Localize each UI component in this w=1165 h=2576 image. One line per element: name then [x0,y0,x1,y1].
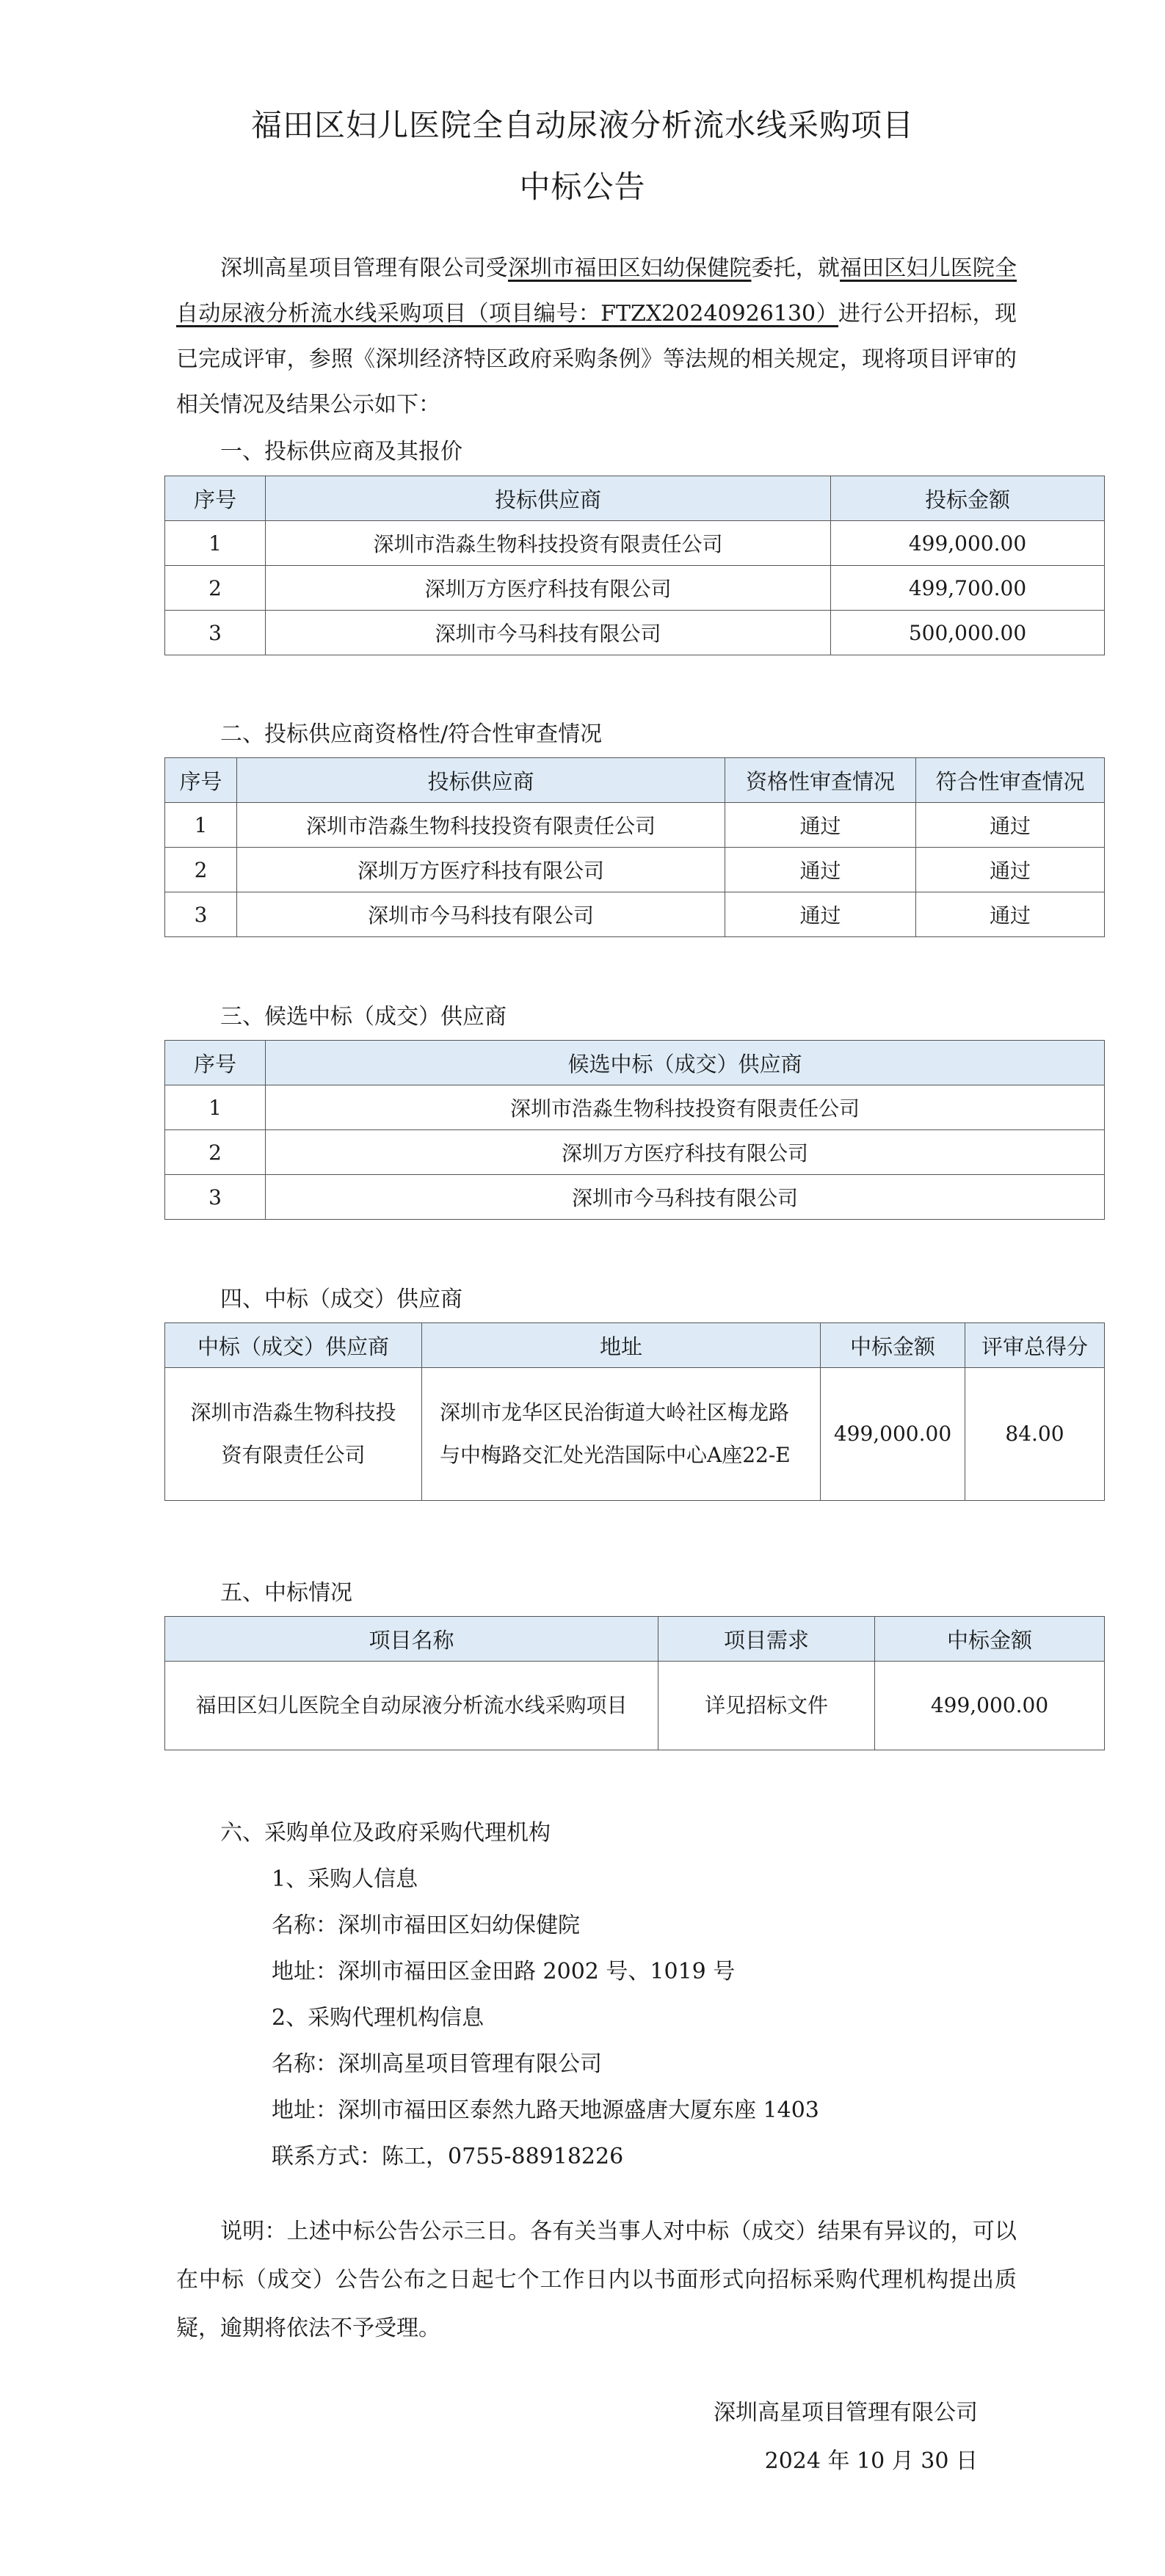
table-cell: 3 [165,611,266,655]
table-cell: 深圳万方医疗科技有限公司 [237,848,725,892]
header-cell: 项目需求 [658,1617,875,1662]
section2-heading: 二、投标供应商资格性/符合性审查情况 [220,721,603,747]
table-cell: 499,000.00 [821,1368,965,1501]
table-cell: 3 [165,892,237,937]
table-header-row [165,1323,1105,1368]
table-cell: 84.00 [965,1368,1105,1501]
table-cell: 500,000.00 [831,611,1105,655]
table-cell: 499,000.00 [875,1662,1105,1750]
table-cell: 2 [165,1130,266,1175]
header-cell: 投标金额 [831,476,1105,521]
note-text: 说明：上述中标公告公示三日。各有关当事人对中标（成交）结果有异议的，可以在中标（成交）公告公布之日起七个工作日内以书面形式向招标采购代理机构提出质疑，逾期将依法不予受理。 [176,2219,1017,2341]
section1-heading: 一、投标供应商及其报价 [220,439,462,465]
table-cell: 通过 [916,892,1105,937]
header-cell: 项目名称 [165,1617,658,1662]
header-cell: 符合性审查情况 [916,758,1105,803]
table-row [165,1368,1105,1501]
table-row [165,1662,1105,1750]
agency-name: 名称：深圳高星项目管理有限公司 [272,2051,602,2077]
table-cell: 深圳市浩淼生物科技投资有限责任公司 [266,521,831,566]
header-cell: 评审总得分 [965,1323,1105,1368]
intro-paragraph [176,246,1017,428]
header-cell: 序号 [165,1041,266,1085]
table-row [165,803,1105,848]
table-cell: 2 [165,566,266,611]
table-cell: 深圳市今马科技有限公司 [266,611,831,655]
table-cell: 通过 [725,892,916,937]
table-row [165,611,1105,655]
table-cell: 深圳万方医疗科技有限公司 [266,1130,1105,1175]
agency-title: 2、采购代理机构信息 [272,2005,484,2031]
agency-address: 地址：深圳市福田区泰然九路天地源盛唐大厦东座 1403 [272,2097,819,2123]
table-cell: 499,000.00 [831,521,1105,566]
candidates-table [164,1040,1105,1220]
winner-table [164,1322,1105,1501]
table-row [165,1130,1105,1175]
table-header-row [165,1617,1105,1662]
table-cell: 深圳市今马科技有限公司 [266,1175,1105,1220]
header-cell: 序号 [165,476,266,521]
purchaser-name: 名称：深圳市福田区妇幼保健院 [272,1913,580,1938]
award-table [164,1616,1105,1750]
table-cell: 深圳市浩淼生物科技投资有限责任公司 [165,1368,422,1501]
header-cell: 序号 [165,758,237,803]
table-cell: 1 [165,1085,266,1130]
note-paragraph [176,2208,1017,2353]
table-row [165,521,1105,566]
review-table [164,757,1105,937]
table-row [165,848,1105,892]
table-cell: 499,700.00 [831,566,1105,611]
table-header-row [165,758,1105,803]
intro-client: 深圳市福田区妇幼保健院 [507,255,752,281]
purchaser-address: 地址：深圳市福田区金田路 2002 号、1019 号 [272,1959,736,1984]
table-cell: 1 [165,803,237,848]
intro-text-3: 进行公开招标，现已完成评审，参照《深圳经济特区政府采购条例》等法规的相关规定，现将项目评审的相关情况及结果公示如下： [176,301,1017,418]
header-cell: 中标（成交）供应商 [165,1323,422,1368]
header-cell: 投标供应商 [237,758,725,803]
header-cell: 中标金额 [821,1323,965,1368]
table-cell: 通过 [916,848,1105,892]
bids-table [164,476,1105,655]
table-cell: 2 [165,848,237,892]
table-cell: 深圳市今马科技有限公司 [237,892,725,937]
document-title: 福田区妇儿医院全自动尿液分析流水线采购项目 [250,107,914,143]
header-cell: 地址 [422,1323,821,1368]
header-cell: 资格性审查情况 [725,758,916,803]
table-row [165,1175,1105,1220]
table-cell: 通过 [725,848,916,892]
table-cell: 通过 [725,803,916,848]
section3-heading: 三、候选中标（成交）供应商 [220,1004,507,1030]
signature-company: 深圳高星项目管理有限公司 [714,2400,978,2426]
table-cell: 详见招标文件 [658,1662,875,1750]
intro-text-1: 深圳高星项目管理有限公司受 [220,255,508,281]
intro-text-2: 委托，就 [751,255,841,281]
section4-heading: 四、中标（成交）供应商 [220,1287,462,1312]
table-row [165,566,1105,611]
header-cell: 投标供应商 [266,476,831,521]
table-cell: 福田区妇儿医院全自动尿液分析流水线采购项目 [165,1662,658,1750]
table-cell: 1 [165,521,266,566]
table-header-row [165,1041,1105,1085]
purchaser-title: 1、采购人信息 [272,1866,418,1892]
header-cell: 候选中标（成交）供应商 [266,1041,1105,1085]
table-cell: 深圳市浩淼生物科技投资有限责任公司 [237,803,725,848]
table-cell: 深圳万方医疗科技有限公司 [266,566,831,611]
table-cell: 深圳市龙华区民治街道大岭社区梅龙路与中梅路交汇处光浩国际中心A座22-E [422,1368,821,1501]
section6-heading: 六、采购单位及政府采购代理机构 [220,1820,551,1846]
table-row [165,892,1105,937]
table-header-row [165,476,1105,521]
agency-contact: 联系方式：陈工，0755-88918226 [272,2144,624,2169]
document-subtitle: 中标公告 [519,169,646,205]
header-cell: 中标金额 [875,1617,1105,1662]
table-row [165,1085,1105,1130]
table-cell: 3 [165,1175,266,1220]
intro-project: 福田区妇儿医院全自动尿液分析流水线采购项目（项目编号：FTZX20240926130） [176,255,1017,327]
table-cell: 通过 [916,803,1105,848]
table-cell: 深圳市浩淼生物科技投资有限责任公司 [266,1085,1105,1130]
signature-date: 2024 年 10 月 30 日 [764,2448,978,2474]
section5-heading: 五、中标情况 [220,1580,352,1606]
